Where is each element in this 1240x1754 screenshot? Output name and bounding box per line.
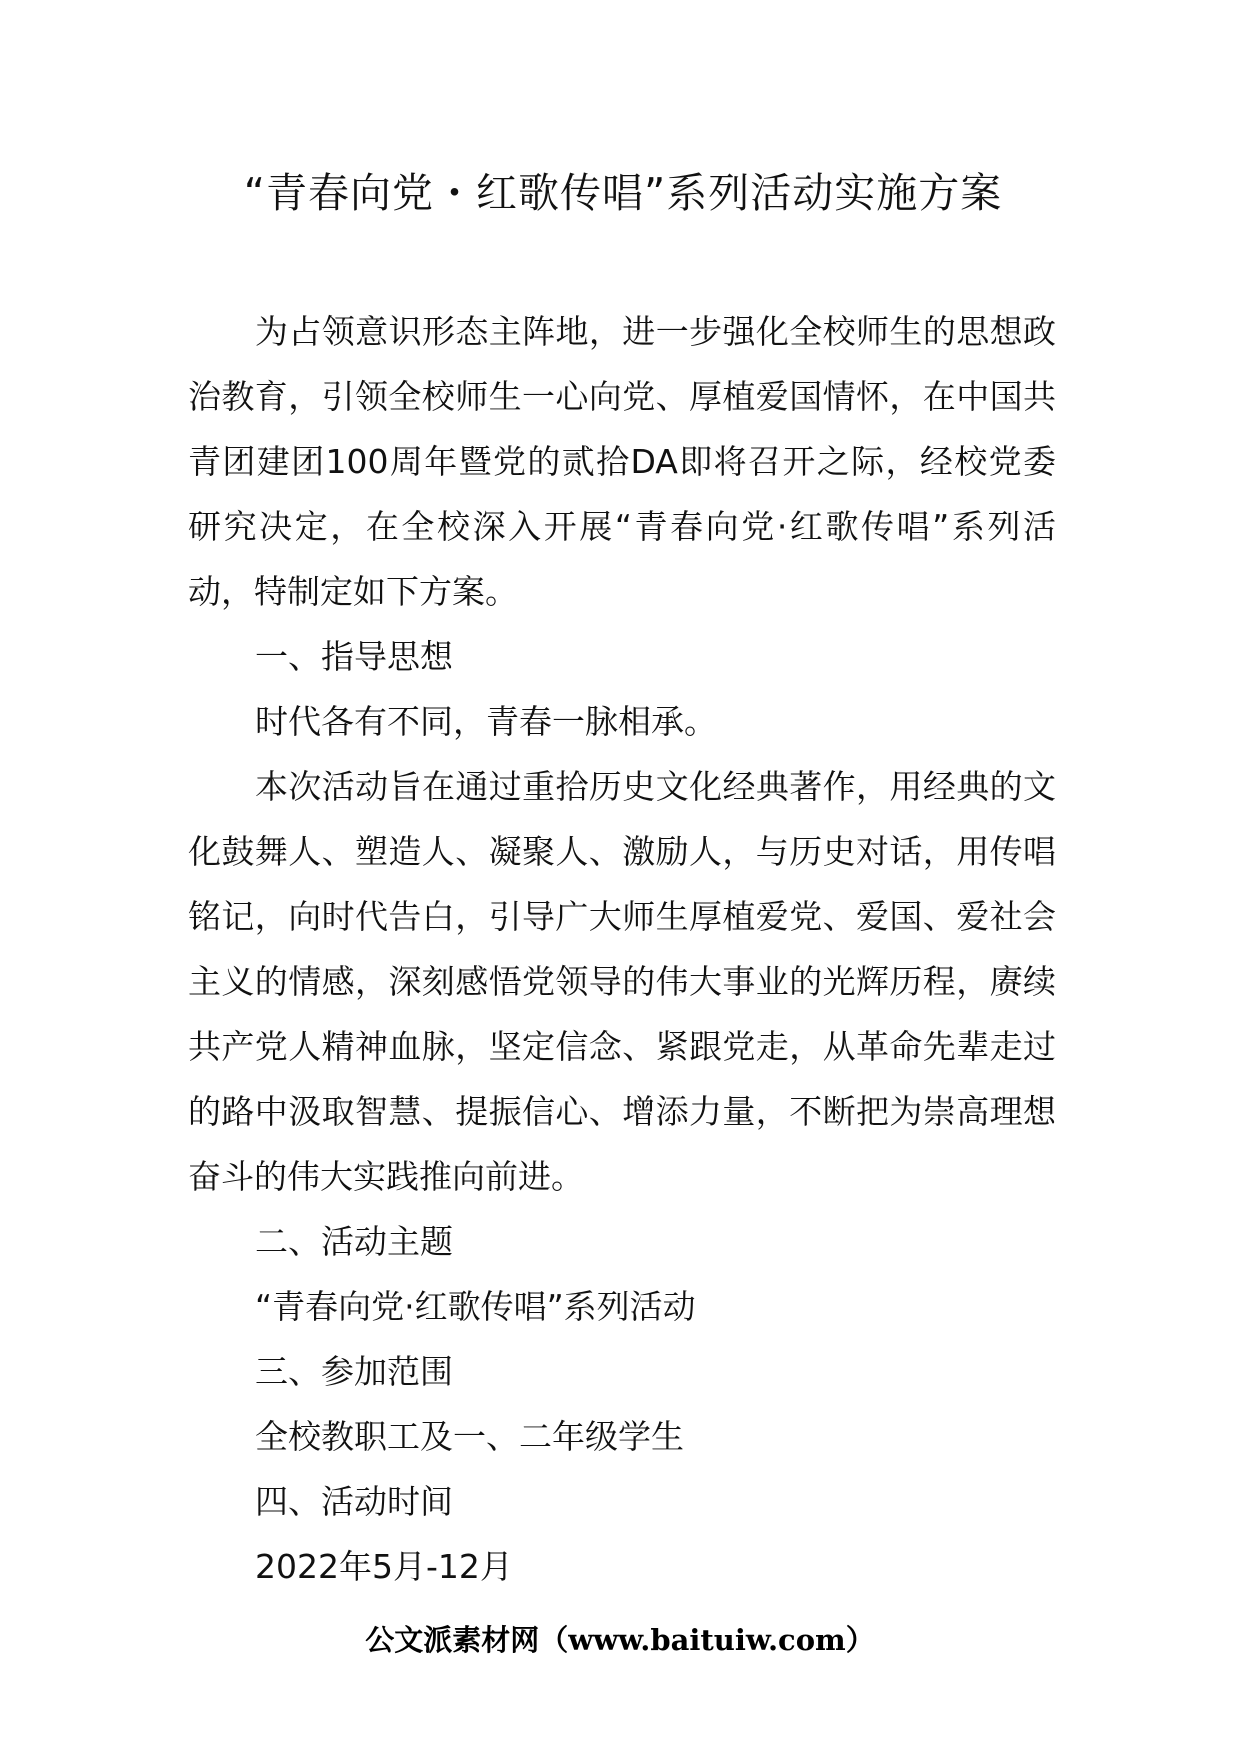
document-body xyxy=(188,299,1056,1599)
intro-paragraph: 为占领意识形态主阵地，进一步强化全校师生的思想政治教育，引领全校师生一心向党、厚植爱国情怀，在中国共青团建团100周年暨党的贰拾DA即将召开之际，经校党委研究决定，在全校深入开展“青春向党·红歌传唱”系列活动，特制定如下方案。 xyxy=(188,312,1056,611)
section-heading-guiding-thought: 一、指导思想 xyxy=(255,637,453,676)
section-heading-time: 四、活动时间 xyxy=(255,1482,453,1521)
guiding-thought-paragraph: 本次活动旨在通过重拾历史文化经典著作，用经典的文化鼓舞人、塑造人、凝聚人、激励人，与历史对话，用传唱铭记，向时代告白，引导广大师生厚植爱党、爱国、爱社会主义的情感，深刻感悟党领导的伟大事业的光辉历程，赓续共产党人精神血脉，坚定信念、紧跟党走，从革命先辈走过的路中汲取智慧、提振信心、增添力量，不断把为崇高理想奋斗的伟大实践推向前进。 xyxy=(188,767,1056,1196)
document-title: “青春向党・红歌传唱”系列活动实施方案 xyxy=(243,169,1003,217)
section-heading-theme: 二、活动主题 xyxy=(255,1222,453,1261)
section-heading-scope: 三、参加范围 xyxy=(255,1352,453,1391)
theme-text: “青春向党·红歌传唱”系列活动 xyxy=(255,1287,696,1326)
footer-watermark: 公文派素材网（www.baituiw.com） xyxy=(365,1623,875,1657)
time-text: 2022年5月-12月 xyxy=(255,1547,513,1586)
guiding-thought-line: 时代各有不同，青春一脉相承。 xyxy=(255,702,717,741)
scope-text: 全校教职工及一、二年级学生 xyxy=(255,1417,684,1456)
